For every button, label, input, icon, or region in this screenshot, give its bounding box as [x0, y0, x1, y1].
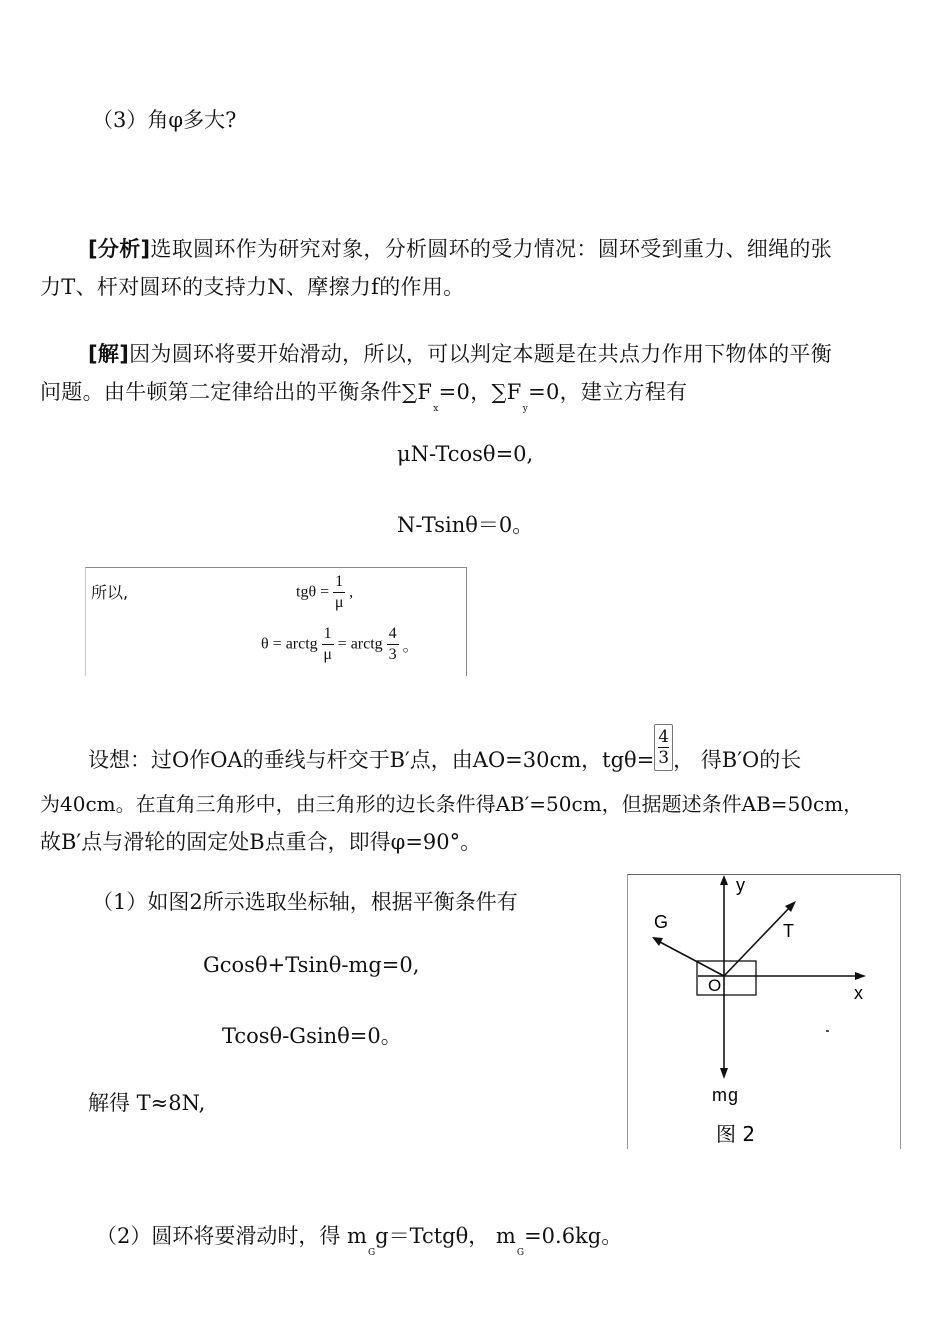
part1-equation-a: Gcosθ+Tsinθ-mg=0,	[203, 953, 420, 977]
subscript-x: x	[433, 404, 439, 414]
question-3: （3）角φ多大?	[92, 108, 237, 132]
assume-line1a: 设想：过O作OA的垂线与杆交于B′点，由AO=30cm，tgθ=	[88, 748, 655, 772]
solution-tag: [解]	[88, 342, 130, 366]
frac-den: 3	[388, 646, 397, 663]
formula-tg-line	[296, 572, 353, 613]
formula-comma: ,	[349, 583, 354, 601]
fig-caption: 图 2	[716, 1122, 756, 1146]
inline-frac-num: 4	[658, 727, 670, 747]
part1-intro: （1）如图2所示选取坐标轴，根据平衡条件有	[92, 890, 518, 914]
solution-line2a: 问题。由牛顿第二定律给出的平衡条件∑F	[40, 380, 433, 404]
part1-result: 解得 T≈8N,	[88, 1091, 206, 1115]
part2-a: （2）圆环将要滑动时，得 m	[96, 1224, 367, 1248]
formula-eq-arctg: = arctg	[337, 635, 383, 653]
subscript-y: y	[522, 404, 529, 414]
solution-line2c: =0，建立方程有	[528, 380, 688, 404]
fraction-1-over-mu-2	[322, 624, 334, 665]
assume-line3: 故B′点与滑轮的固定处B点重合，即得φ=90°。	[40, 830, 482, 854]
fig-mg-label: mg	[712, 1085, 740, 1105]
solution-line2b: =0，∑F	[438, 380, 522, 404]
part2-sub2: G	[516, 1248, 525, 1258]
inline-fraction-4-3	[654, 724, 673, 771]
frac-den: μ	[334, 594, 344, 611]
figure-2	[627, 874, 901, 1149]
assume-line2: 为40cm。在直角三角形中，由三角形的边长条件得AB′=50cm，但据题述条件AB=50cm，	[40, 792, 864, 816]
frac-num: 1	[333, 572, 345, 593]
solution-paragraph	[40, 335, 920, 416]
analysis-tag: [分析]	[88, 237, 151, 261]
part2-sub1: G	[367, 1248, 376, 1258]
formula-box	[85, 567, 467, 676]
formula-theta-eq: θ = arctg	[261, 635, 318, 653]
assume-line1b: ， 得B′O的长	[673, 748, 802, 772]
frac-den: μ	[323, 646, 332, 663]
solution-line1: 因为圆环将要开始滑动，所以，可以判定本题是在共点力作用下物体的平衡	[129, 342, 833, 366]
equation-1: μN-Tcosθ=0,	[397, 442, 534, 466]
assume-paragraph	[40, 727, 920, 861]
analysis-line2: 力T、杆对圆环的支持力N、摩擦力f的作用。	[40, 275, 465, 299]
part2-b: g＝Tctgθ， m	[375, 1224, 516, 1248]
analysis-line1: 选取圆环作为研究对象，分析圆环的受力情况：圆环受到重力、细绳的张	[150, 237, 833, 261]
formula-tg: tgθ =	[296, 583, 330, 601]
fraction-4-over-3	[387, 624, 399, 665]
equation-2: N-Tsinθ＝0。	[397, 513, 534, 537]
inline-frac-den: 3	[658, 748, 670, 768]
part1-equation-b: Tcosθ-Gsinθ=0。	[222, 1024, 402, 1048]
analysis-paragraph	[40, 230, 920, 306]
formula-label: 所以,	[91, 583, 129, 602]
formula-theta-line	[261, 624, 419, 665]
fig-y-label: y	[736, 875, 745, 895]
fraction-1-over-mu	[333, 572, 345, 613]
fig-g-label: G	[654, 912, 669, 932]
formula-end: 。	[402, 638, 419, 655]
fig-x-label: x	[854, 983, 863, 1003]
frac-num: 1	[322, 624, 334, 645]
part2-c: =0.6kg。	[524, 1224, 623, 1248]
force-diagram	[628, 875, 900, 1149]
fig-t-label: T	[783, 921, 794, 941]
fig-o-label: O	[708, 976, 722, 995]
part2-line	[96, 1220, 623, 1258]
frac-num: 4	[387, 624, 399, 645]
